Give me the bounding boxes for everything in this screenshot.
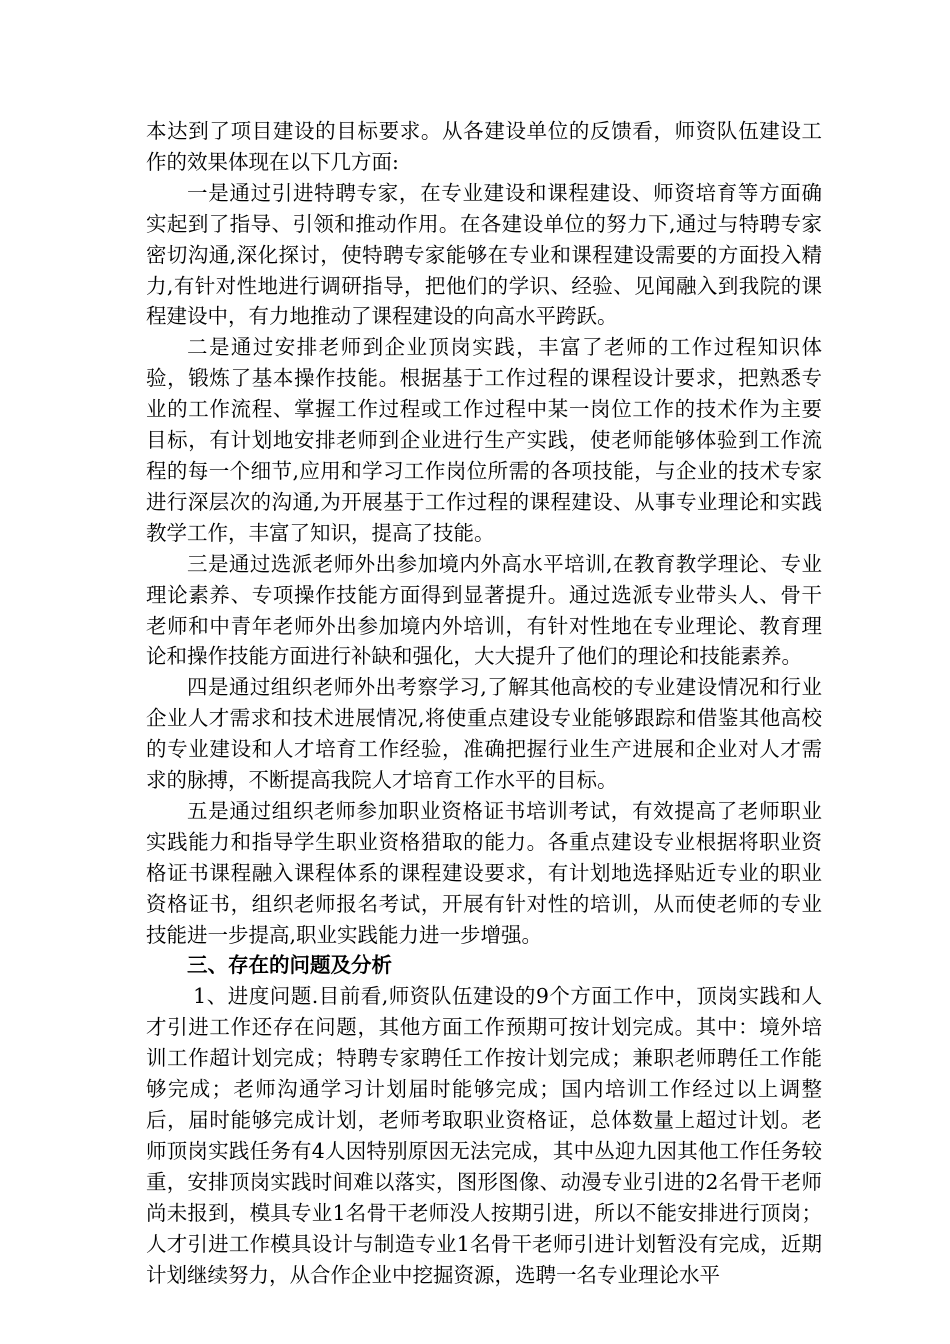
paragraph-point-two: 二是通过安排老师到企业顶岗实践，丰富了老师的工作过程知识体验，锻炼了基本操作技能。根据基于工作过程的课程设计要求，把熟悉专业的工作流程、掌握工作过程或工作过程中某一岗位工作的技术作为主要目标，有计划地安排老师到企业进行生产实践，使老师能够体验到工作流程的每一个细节,应用和学习工作岗位所需的各项技能，与企业的技术专家进行深层次的沟通,为开展基于工作过程的课程建设、从事专业理论和实践教学工作，丰富了知识，提高了技能。 bbox=[146, 335, 822, 545]
paragraph-continuation: 本达到了项目建设的目标要求。从各建设单位的反馈看，师资队伍建设工作的效果体现在以下几方面: bbox=[146, 119, 822, 174]
section-heading: 三、存在的问题及分析 bbox=[187, 953, 392, 978]
paragraph-point-five: 五是通过组织老师参加职业资格证书培训考试，有效提高了老师职业实践能力和指导学生职业资格猎取的能力。各重点建设专业根据将职业资格证书课程融入课程体系的课程建设要求，有计划地选择贴近专业的职业资格证书，组织老师报名考试，开展有针对性的培训，从而使老师的专业技能进一步提高,职业实践能力进一步增强。 bbox=[146, 798, 822, 947]
paragraph-point-three: 三是通过选派老师外出参加境内外高水平培训,在教育教学理论、专业理论素养、专项操作技能方面得到显著提升。通过选派专业带头人、骨干老师和中青年老师外出参加境内外培训，有针对性地在专业理论、教育理论和操作技能方面进行补缺和强化，大大提升了他们的理论和技能素养。 bbox=[146, 551, 822, 669]
paragraph-point-four: 四是通过组织老师外出考察学习,了解其他高校的专业建设情况和行业企业人才需求和技术进展情况,将使重点建设专业能够跟踪和借鉴其他高校的专业建设和人才培育工作经验，准确把握行业生产进展和企业对人才需求的脉搏，不断提高我院人才培育工作水平的目标。 bbox=[146, 675, 822, 793]
paragraph-point-one: 一是通过引进特聘专家，在专业建设和课程建设、师资培育等方面确实起到了指导、引领和推动作用。在各建设单位的努力下,通过与特聘专家密切沟通,深化探讨，使特聘专家能够在专业和课程建设需要的方面投入精力,有针对性地进行调研指导，把他们的学识、经验、见闻融入到我院的课程建设中，有力地推动了课程建设的向高水平跨跃。 bbox=[146, 180, 822, 329]
document-page bbox=[146, 116, 822, 1290]
paragraph-progress-issue: 1、进度问题.目前看,师资队伍建设的9个方面工作中，顶岗实践和人才引进工作还存在问题，其他方面工作预期可按计划完成。其中：境外培训工作超计划完成；特聘专家聘任工作按计划完成；兼职老师聘任工作能够完成；老师沟通学习计划届时能够完成；国内培训工作经过以上调整后，届时能够完成计划，老师考取职业资格证，总体数量上超过计划。老师顶岗实践任务有4人因特别原因无法完成，其中丛迎九因其他工作任务较重，安排顶岗实践时间难以落实，图形图像、动漫专业引进的2名骨干老师尚未报到，模具专业1名骨干老师没人按期引进，所以不能安排进行顶岗；人才引进工作模具设计与制造专业1名骨干老师引进计划暂没有完成，近期计划继续努力，从合作企业中挖掘资源，选聘一名专业理论水平 bbox=[146, 984, 822, 1287]
